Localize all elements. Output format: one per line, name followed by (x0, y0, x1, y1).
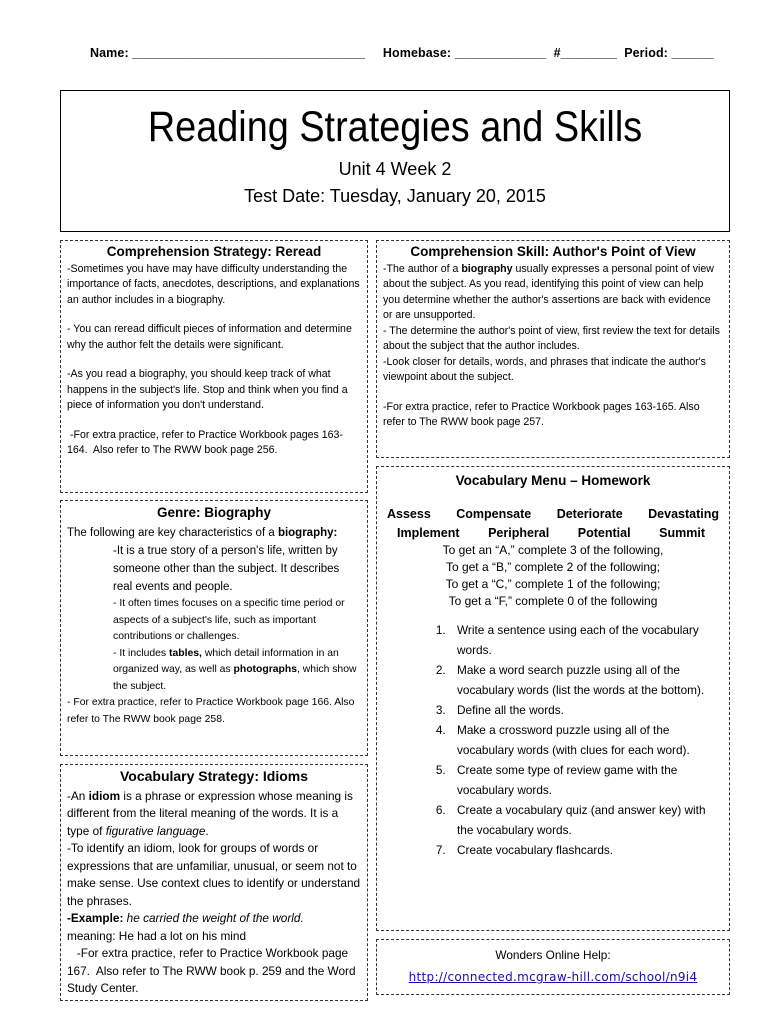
genre-tables-term: tables, (169, 647, 202, 659)
vocab-word: Potential (577, 526, 631, 540)
reread-paragraph-1: -Sometimes you have may have difficulty understanding the importance of facts, anecdotes, descriptions, and explanations an author includes in a biography. (67, 262, 360, 306)
online-help-label: Wonders Online Help: (495, 948, 611, 962)
vocab-word: Peripheral (488, 526, 550, 540)
genre-b3-text-2: which detail information in an organized way, as well as (113, 647, 339, 675)
idiom-term: idiom (88, 788, 121, 803)
task-item: 2. Make a word search puzzle using all of the vocabulary words (list the words at the bottom). (449, 660, 719, 700)
idioms-heading: Vocabulary Strategy: Idioms (119, 768, 308, 784)
task-item: 7. Create vocabulary flashcards. (449, 840, 719, 860)
vocab-word: Summit (659, 526, 705, 540)
pov-paragraph-3: -Look closer for details, words, and phrases that indicate the author's viewpoint about the subject. (383, 355, 706, 383)
page-title: Reading Strategies and Skills (147, 103, 643, 151)
task-item: 4. Make a crossword puzzle using all of the vocabulary words (with clues for each word). (449, 720, 719, 760)
reread-heading: Comprehension Strategy: Reread (106, 244, 322, 259)
vocab-menu-heading: Vocabulary Menu – Homework (455, 473, 651, 488)
genre-intro (67, 524, 361, 542)
homebase-field-label: Homebase: _____________ (382, 46, 547, 60)
figurative-language-term: figurative language (105, 823, 206, 838)
vocab-words-row-1 (387, 507, 719, 527)
idioms-p1-text-2: is a phrase or expression whose meaning is different from the literal meaning of the words. It is a type of (67, 788, 353, 838)
genre-photographs-term: photographs (233, 664, 298, 675)
pov-heading: Comprehension Skill: Author's Point of View (410, 244, 696, 259)
pov-section (376, 240, 730, 458)
reread-extra-practice: -For extra practice, refer to Practice Workbook pages 163-164. Also refer to The RWW book page 256. (67, 428, 343, 456)
genre-intro-term: biography: (277, 527, 338, 539)
pov-p1-text: -The author of a (383, 262, 462, 275)
vocab-words-row-2 (387, 526, 719, 542)
reread-section (60, 240, 368, 493)
grade-b-line: To get a “B,” complete 2 of the following; (445, 559, 661, 574)
genre-bullet-3 (67, 646, 361, 696)
genre-bullet-2: - It often times focuses on a specific time period or aspects of a subject's life, such as important contributions or challenges. (113, 598, 345, 642)
idioms-extra-practice: -For extra practice, refer to Practice Workbook page 167. Also refer to The RWW book p. 259 and the Word Study Center. (67, 946, 359, 995)
genre-intro-text: The following are key characteristics of a (67, 527, 278, 539)
header-line (90, 46, 714, 60)
grade-a-line: To get an “A,” complete 3 of the following, (442, 542, 664, 557)
reread-paragraph-2: - You can reread difficult pieces of information and determine why the author felt the details were significant. (67, 323, 352, 351)
idioms-paragraph-1 (67, 788, 361, 841)
reread-paragraph-3: -As you read a biography, you should keep track of what happens in the subject's life. Stop and think when you find a piece of information you don't understand. (67, 368, 348, 411)
pov-paragraph-2: - The determine the author's point of view, first review the text for details about the subject that the author includes. (383, 324, 720, 352)
idioms-paragraph-2: -To identify an idiom, look for groups of words or expressions that are unfamiliar, unusual, or seem not to make sense. Use context clues to identify or understand the phrases. (67, 841, 361, 908)
idioms-example (67, 910, 361, 928)
task-item: 5. Create some type of review game with the vocabulary words. (449, 760, 719, 800)
idioms-meaning: meaning: He had a lot on his mind (67, 928, 247, 943)
online-help-link[interactable]: http://connected.mcgraw-hill.com/school/n9i4 (408, 970, 698, 984)
example-label: -Example: (67, 911, 127, 925)
vocab-word: Devastating (648, 506, 719, 521)
pov-paragraph-1 (383, 262, 723, 324)
genre-bullet-1: -It is a true story of a person's life, written by someone other than the subject. It describes real events and people. (113, 545, 340, 593)
task-item: 3. Define all the words. (449, 700, 719, 720)
grade-c-line: To get a “C,” complete 1 of the following; (445, 576, 661, 591)
genre-b3-text-3: , which show the subject. (113, 664, 357, 692)
genre-heading: Genre: Biography (156, 505, 272, 520)
period-field-label: Period: ______ (624, 46, 714, 60)
test-date: Test Date: Tuesday, January 20, 2015 (244, 186, 546, 206)
vocab-word: Assess (387, 506, 431, 521)
number-field-label: #________ (553, 46, 618, 60)
idioms-section (60, 764, 368, 1001)
vocab-menu-section (376, 466, 730, 931)
name-field-label: Name: _________________________________ (90, 46, 365, 60)
task-item: 1. Write a sentence using each of the vocabulary words. (449, 620, 719, 660)
task-list (387, 620, 719, 860)
unit-label: Unit 4 Week 2 (338, 159, 452, 179)
pov-extra-practice: -For extra practice, refer to Practice Workbook pages 163-165. Also refer to The RWW book page 257. (383, 400, 700, 428)
vocab-word: Deteriorate (556, 506, 623, 521)
idioms-p1-text: -An (67, 788, 89, 803)
grade-f-line: To get a “F,” complete 0 of the following (448, 593, 658, 608)
genre-b3-text: - It includes (113, 647, 170, 659)
idioms-p1-period: . (205, 823, 209, 838)
vocab-word: Compensate (456, 506, 532, 521)
online-help-section (376, 939, 730, 995)
grade-requirements (387, 542, 719, 610)
task-item: 6. Create a vocabulary quiz (and answer key) with the vocabulary words. (449, 800, 719, 840)
genre-section (60, 500, 368, 756)
example-text: he carried the weight of the world. (126, 911, 304, 925)
pov-biography-term: biography (461, 262, 513, 275)
vocab-word: Implement (397, 526, 460, 540)
pov-p1-text-rest: usually expresses a personal point of view about the subject. As you read, identifying this point of view can help you determine whether the author's assertions are back with evidence or are unsupported. (383, 262, 714, 321)
genre-extra-practice: - For extra practice, refer to Practice Workbook page 166. Also refer to The RWW book page 258. (67, 697, 355, 725)
title-box (60, 90, 730, 232)
